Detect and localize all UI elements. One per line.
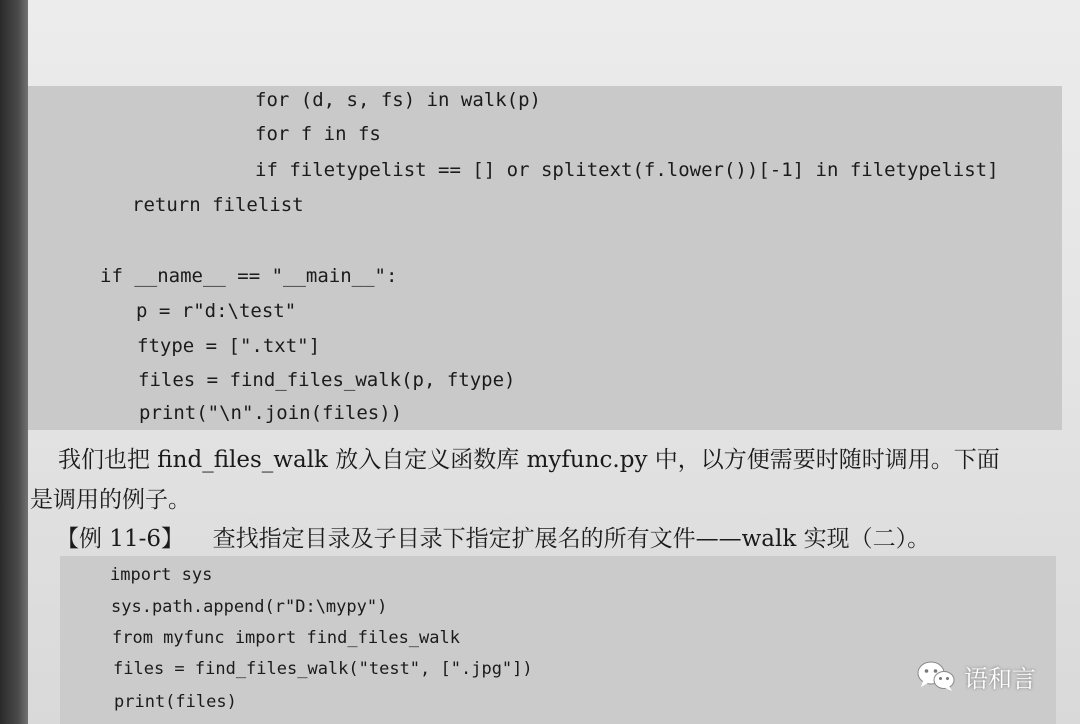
watermark-text: 语和言 xyxy=(964,664,1036,693)
code-line: print(files) xyxy=(114,692,237,712)
code-line: sys.path.append(r"D:\mypy") xyxy=(111,597,388,617)
code-line: if filetypelist == [] or splitext(f.lower())[-1] in filetypelist] xyxy=(255,159,999,181)
code-line: print("\n".join(files)) xyxy=(139,402,403,424)
code-block-1 xyxy=(28,86,1062,430)
body-paragraph-line-1: 我们也把 find_files_walk 放入自定义函数库 myfunc.py 中，以方便需要时随时调用。下面 xyxy=(58,447,1000,473)
example-title: 查找指定目录及子目录下指定扩展名的所有文件——walk 实现（二）。 xyxy=(212,526,931,552)
code-line: return filelist xyxy=(132,194,304,216)
code-line: for f in fs xyxy=(255,123,381,145)
body-paragraph-line-2: 是调用的例子。 xyxy=(30,487,191,513)
wechat-icon xyxy=(916,659,956,693)
code-line: for (d, s, fs) in walk(p) xyxy=(255,89,541,111)
code-line: ftype = [".txt"] xyxy=(137,335,321,357)
book-spine-shadow xyxy=(0,0,30,724)
watermark xyxy=(916,656,1036,696)
code-line: files = find_files_walk("test", [".jpg"]) xyxy=(113,659,533,679)
code-block-2 xyxy=(60,556,1056,724)
example-label: 【例 11-6】 xyxy=(56,526,184,552)
example-heading xyxy=(56,520,930,553)
code-line: if __name__ == "__main__": xyxy=(100,265,398,287)
code-line: files = find_files_walk(p, ftype) xyxy=(138,369,516,391)
code-line: from myfunc import find_files_walk xyxy=(112,628,460,648)
code-line: p = r"d:\test" xyxy=(136,300,297,322)
code-line: import sys xyxy=(110,565,213,585)
